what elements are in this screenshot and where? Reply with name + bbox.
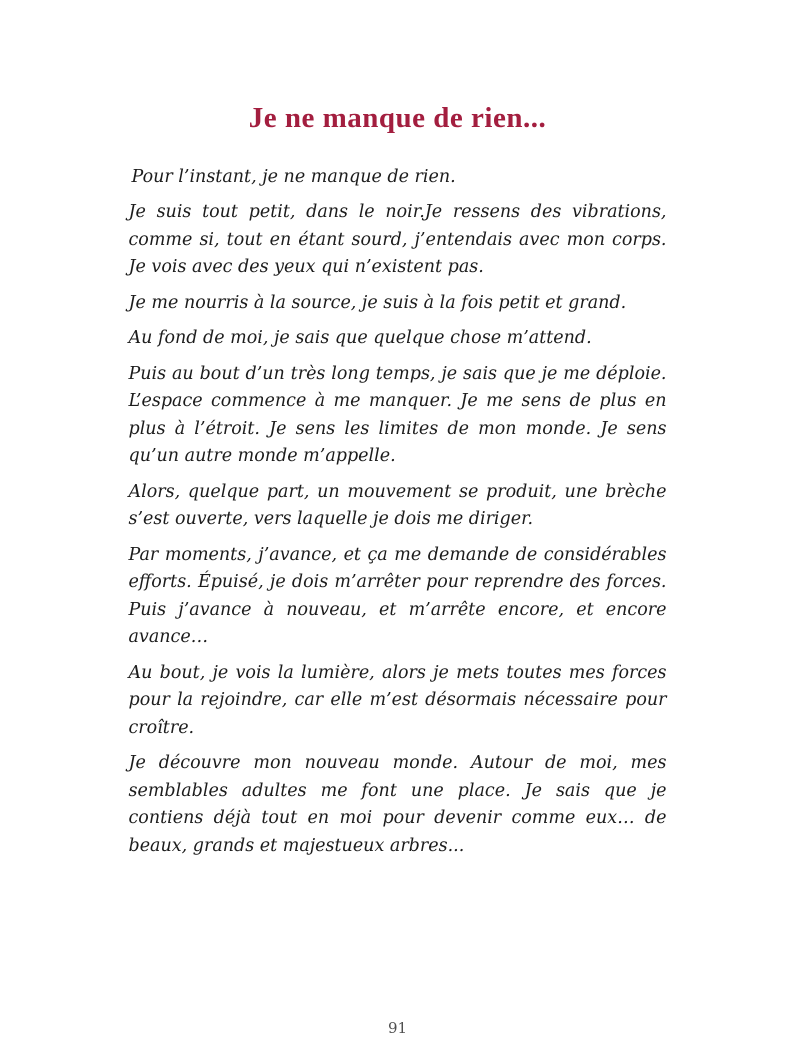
paragraph: Pour l’instant, je ne manque de rien. [131, 166, 456, 187]
paragraph: Je découvre mon nouveau monde. Autour de moi, mes semblables adultes me font une place. Je sais que je contiens déjà tout en moi pour devenir comme eux… de beaux, grands et majestueux arbres... [128, 753, 667, 856]
paragraph: Puis au bout d’un très long temps, je sais que je me déploie. L’espace commence à me manquer. Je me sens de plus en plus à l’étroit. Je sens les limites de mon monde. Je sens qu’un autre monde m’appelle. [128, 363, 667, 467]
paragraph: Au fond de moi, je sais que quelque chose m’attend. [128, 328, 592, 349]
paragraph: Je suis tout petit, dans le noir.Je ressens des vibrations, comme si, tout en étant sourd, j’entendais avec mon corps. Je vois avec des yeux qui n’existent pas. [128, 202, 667, 278]
paragraph: Par moments, j’avance, et ça me demande de considérables efforts. Épuisé, je dois m’arrêter pour reprendre des forces. Puis j’avance à nouveau, et m’arrête encore, et encore avance… [128, 544, 667, 648]
paragraph: Alors, quelque part, un mouvement se produit, une brèche s’est ouverte, vers laquelle je dois me diriger. [128, 481, 667, 530]
page-title: Je ne manque de rien... [248, 102, 547, 134]
paragraph: Je me nourris à la source, je suis à la fois petit et grand. [128, 292, 627, 313]
page-number: 91 [387, 1019, 408, 1037]
text-content [129, 164, 667, 861]
paragraph: Au bout, je vois la lumière, alors je mets toutes mes forces pour la rejoindre, car elle m’est désormais nécessaire pour croître. [128, 662, 667, 738]
